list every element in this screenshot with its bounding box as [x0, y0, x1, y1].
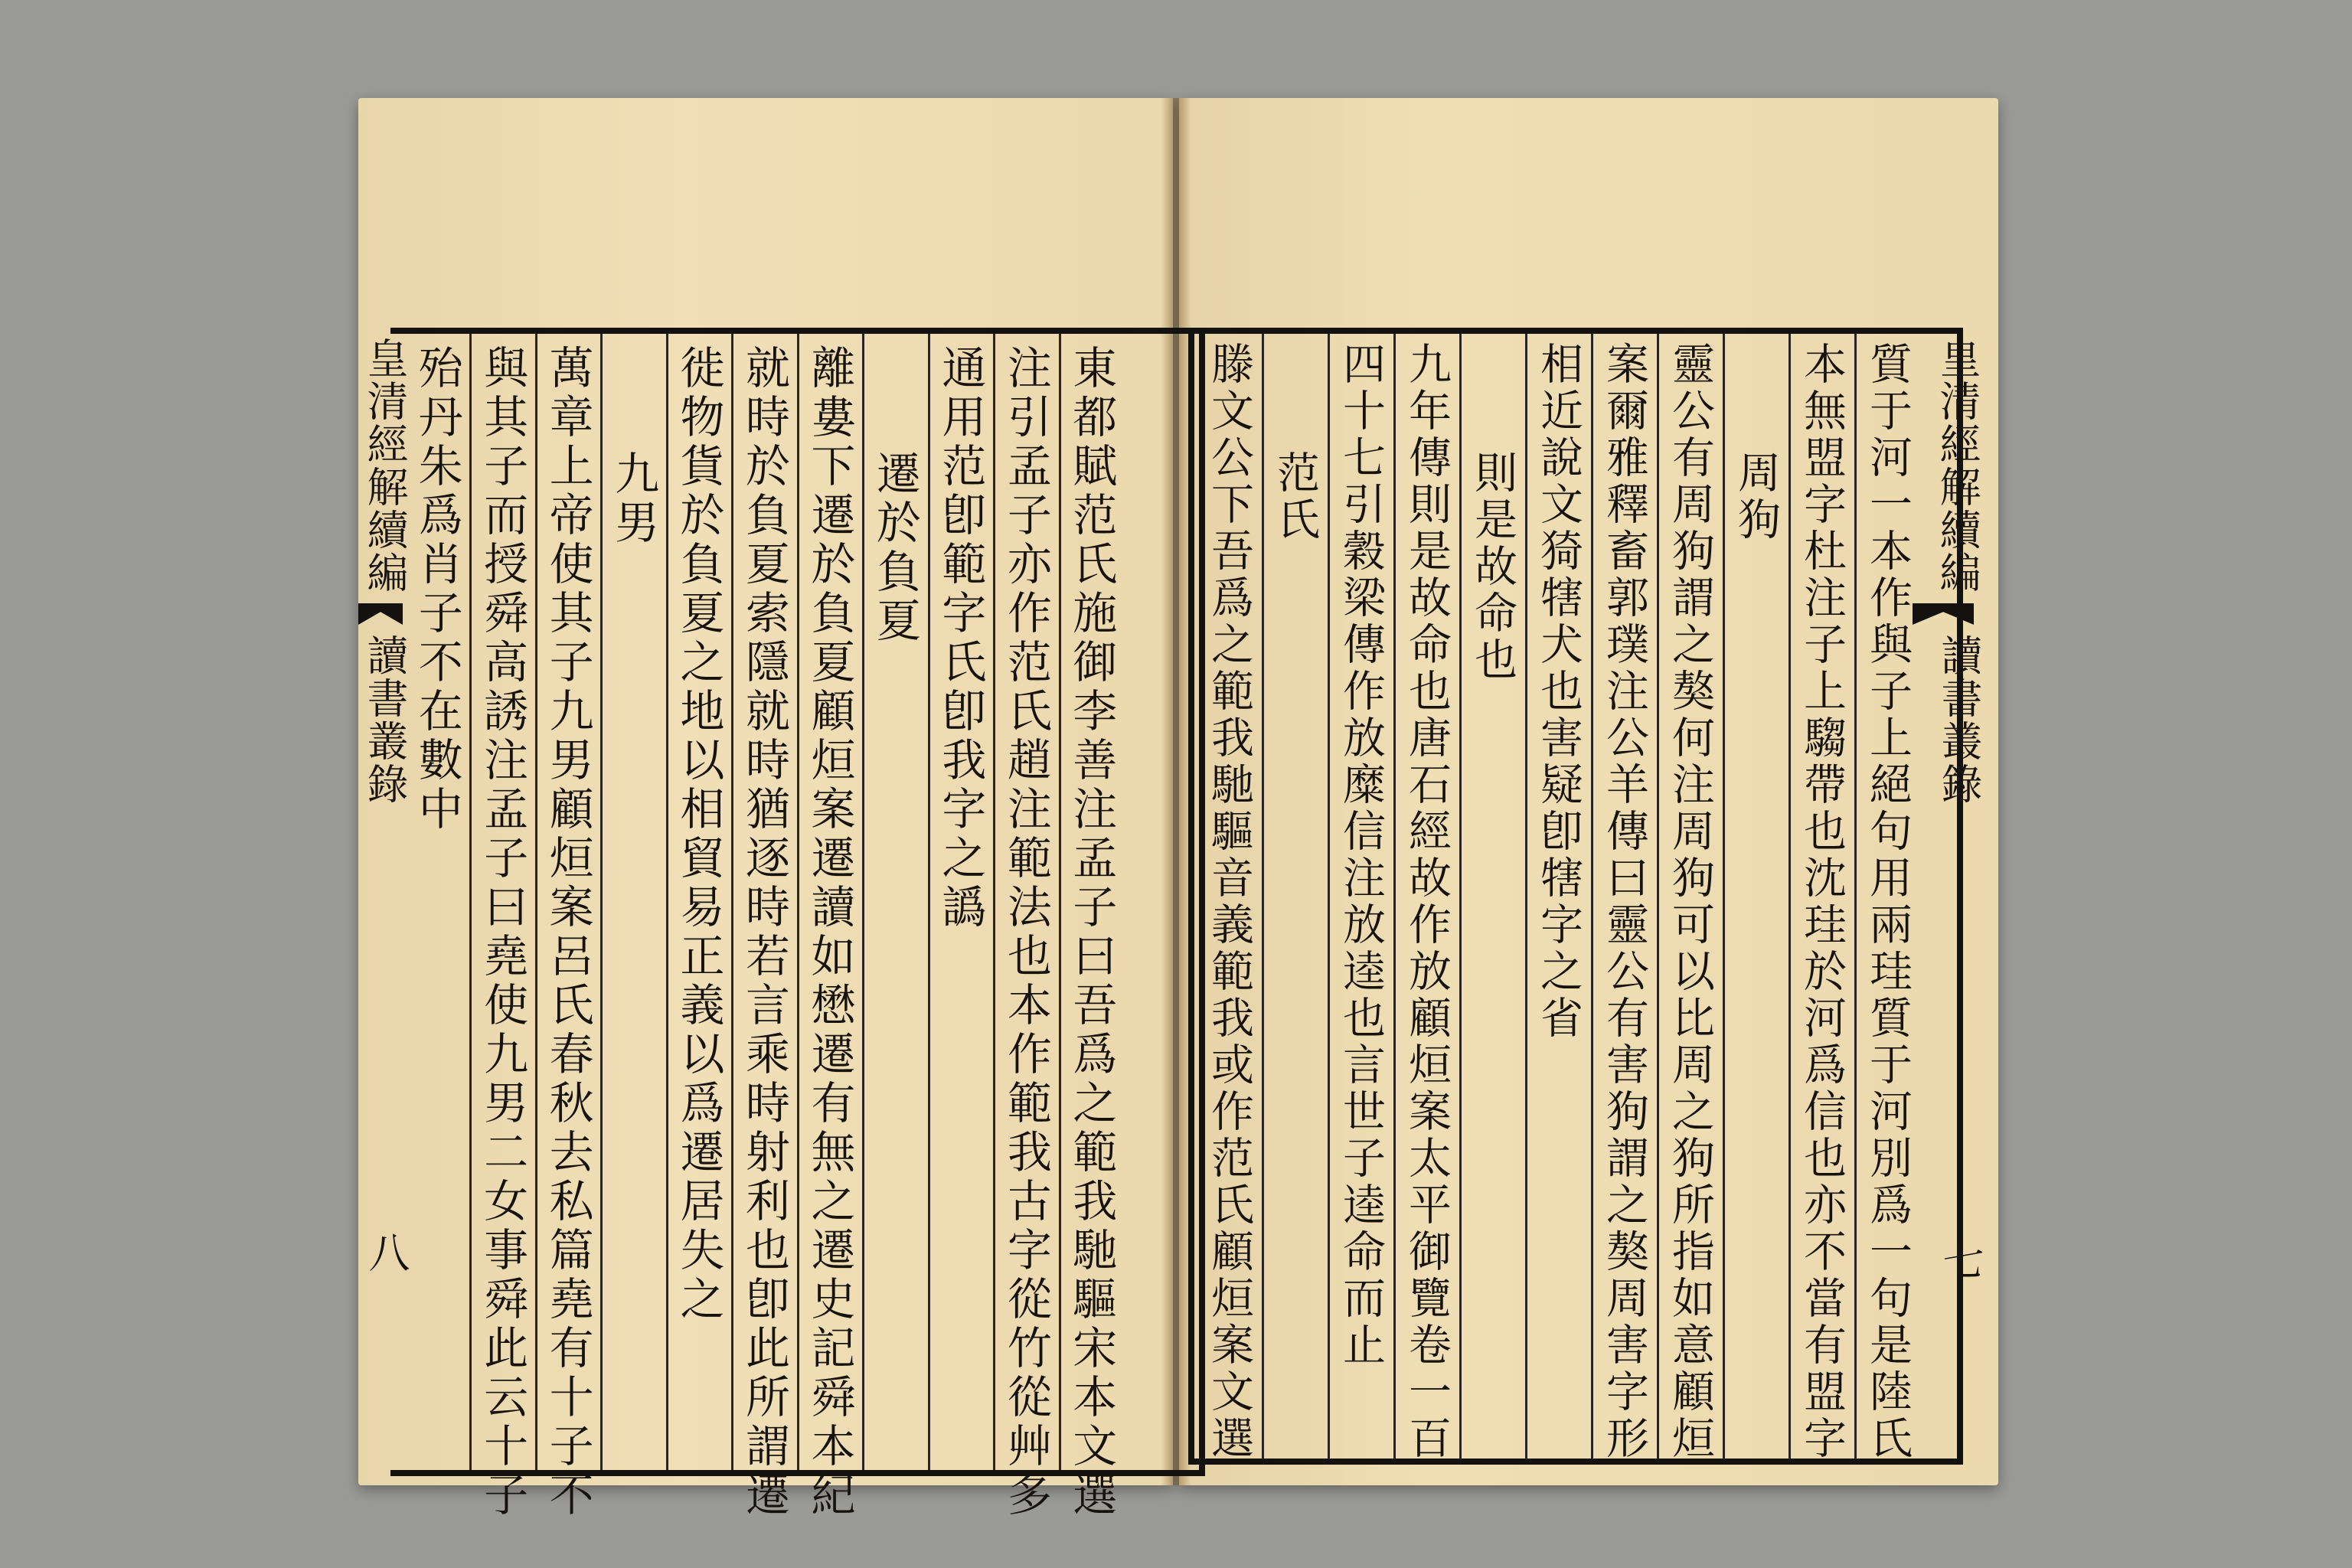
- right-text-column-10: 范氏: [1270, 450, 1320, 544]
- right-fold-subtitle: 讀書叢錄: [1935, 634, 1983, 805]
- right-text-column-6: 相近說文猗犗犬也害疑卽犗字之省: [1534, 341, 1583, 1042]
- left-text-column-11: 殆丹朱爲肖子不在數中: [410, 345, 463, 835]
- left-text-column-10: 與其子而授舜高誘注孟子曰堯使九男二女事舜此云十子: [476, 345, 529, 1521]
- right-column-rule: [1591, 334, 1593, 1459]
- left-column-rule: [797, 334, 799, 1470]
- left-text-column-4: 遷於負夏: [868, 450, 921, 646]
- right-text-column-2: 本無盟字杜注子上騶帶也沈珪於河爲信也亦不當有盟字: [1797, 341, 1847, 1462]
- left-text-column-7: 徙物貨於負夏之地以相貿易正義以爲遷居失之: [672, 345, 725, 1325]
- right-column-rule: [1657, 334, 1659, 1459]
- left-fold-subtitle: 讀書叢錄: [361, 634, 409, 805]
- left-text-column-3: 通用范卽範字氏卽我字之譌: [934, 345, 987, 933]
- left-fold-title: 皇清經解續編: [361, 337, 409, 594]
- left-column-rule: [600, 334, 603, 1470]
- left-column-rule: [666, 334, 668, 1470]
- right-text-column-8: 九年傳則是故命也唐石經故作放顧烜案太平御覽卷一百: [1402, 341, 1452, 1462]
- right-column-rule: [1723, 334, 1725, 1459]
- right-text-column-3: 周狗: [1731, 450, 1781, 544]
- left-column-rule: [469, 334, 472, 1470]
- right-text-column-1: 質于河一本作與子上絕句用兩珪質于河別爲一句是陸氏: [1863, 341, 1913, 1462]
- left-column-rule: [731, 334, 733, 1470]
- right-fold-title: 皇清經解續編: [1933, 337, 1981, 594]
- left-column-rule: [928, 334, 930, 1470]
- left-text-column-9: 萬章上帝使其子九男顧烜案呂氏春秋去私篇堯有十子不: [541, 345, 594, 1521]
- left-column-rule: [993, 334, 995, 1470]
- left-page-number: 八: [362, 1231, 410, 1272]
- right-page-number: 七: [1936, 1239, 1984, 1280]
- right-text-column-9: 四十七引穀梁傳作放糜信注放逵也言世子逵命而止: [1336, 341, 1386, 1369]
- right-column-rule: [1328, 334, 1330, 1459]
- right-column-rule: [1393, 334, 1396, 1459]
- right-column-rule: [1525, 334, 1527, 1459]
- right-text-column-4: 靈公有周狗謂之獒何注周狗可以比周之狗所指如意顧烜: [1665, 341, 1715, 1462]
- left-text-column-8: 九男: [607, 450, 660, 548]
- left-column-rule: [862, 334, 864, 1470]
- right-text-column-11: 滕文公下吾爲之範我馳驅音義範我或作范氏顧烜案文選: [1204, 341, 1254, 1462]
- right-column-rule: [1459, 334, 1462, 1459]
- left-text-column-5: 離婁下遷於負夏顧烜案遷讀如懋遷有無之遷史記舜本紀: [803, 345, 856, 1521]
- right-column-rule: [1854, 334, 1857, 1459]
- right-column-rule: [1788, 334, 1791, 1459]
- open-book: [358, 98, 1998, 1521]
- left-text-column-6: 就時於負夏索隱就時猶逐時若言乘時射利也卽此所謂遷: [738, 345, 790, 1521]
- right-text-column-7: 則是故命也: [1468, 450, 1517, 684]
- left-text-column-2: 注引孟子亦作范氏趙注範法也本作範我古字從竹從艸多: [999, 345, 1052, 1521]
- right-column-rule: [1262, 334, 1264, 1459]
- right-text-column-5: 案爾雅釋畜郭璞注公羊傳曰靈公有害狗謂之獒周害字形: [1599, 341, 1649, 1462]
- left-text-column-1: 東都賦范氏施御李善注孟子曰吾爲之範我馳驅宋本文選: [1065, 345, 1118, 1521]
- left-column-rule: [1059, 334, 1061, 1470]
- left-column-rule: [535, 334, 537, 1470]
